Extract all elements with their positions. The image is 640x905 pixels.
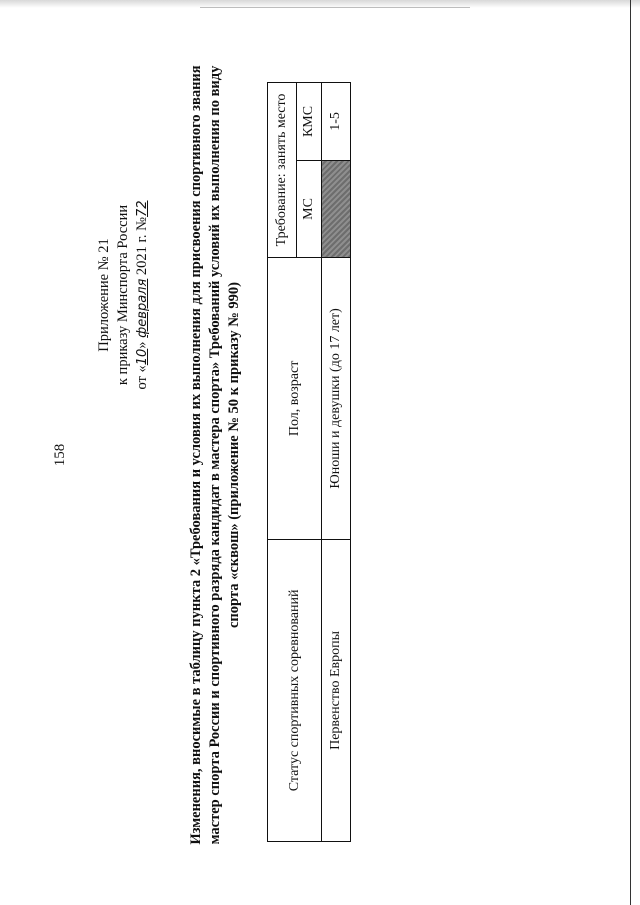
header-requirement: Требование: занять место bbox=[268, 83, 297, 258]
date-year: 2021 г. № bbox=[134, 217, 150, 276]
date-prefix: от « bbox=[134, 365, 150, 390]
date-day: 10 bbox=[135, 348, 150, 366]
appendix-order-ref: к приказу Минспорта России bbox=[115, 204, 131, 386]
header-gender-age: Пол, возраст bbox=[268, 258, 322, 540]
header-ms: МС bbox=[297, 160, 322, 257]
header-status: Статус спортивных соревнований bbox=[268, 539, 322, 841]
header-kms: КМС bbox=[297, 83, 322, 161]
table-row bbox=[322, 83, 351, 842]
appendix-title: Приложение № 21 bbox=[96, 238, 112, 352]
appendix-block bbox=[95, 145, 152, 445]
requirements-table bbox=[267, 82, 351, 842]
cell-ms-shaded bbox=[322, 160, 351, 257]
page-number: 158 bbox=[52, 443, 68, 467]
document-heading: Изменения, вносимые в таблицу пункта 2 «Требования и условия их выполнения для присвоения спортивного звания мастер спорта России и спортивного разряда кандидат в мастера спорта» Требований условий их выполнения по виду спорта «сквош» (приложение № 50 к приказу № 990) bbox=[188, 65, 242, 845]
date-mid: » bbox=[134, 341, 150, 349]
appendix-date-line bbox=[133, 145, 152, 445]
cell-gender-age: Юноши и девушки (до 17 лет) bbox=[322, 258, 351, 540]
cell-kms: 1-5 bbox=[322, 83, 351, 161]
date-month: февраля bbox=[135, 278, 150, 338]
order-number: 72 bbox=[135, 200, 150, 218]
table-header-row bbox=[268, 83, 297, 842]
cell-status: Первенство Европы bbox=[322, 539, 351, 841]
